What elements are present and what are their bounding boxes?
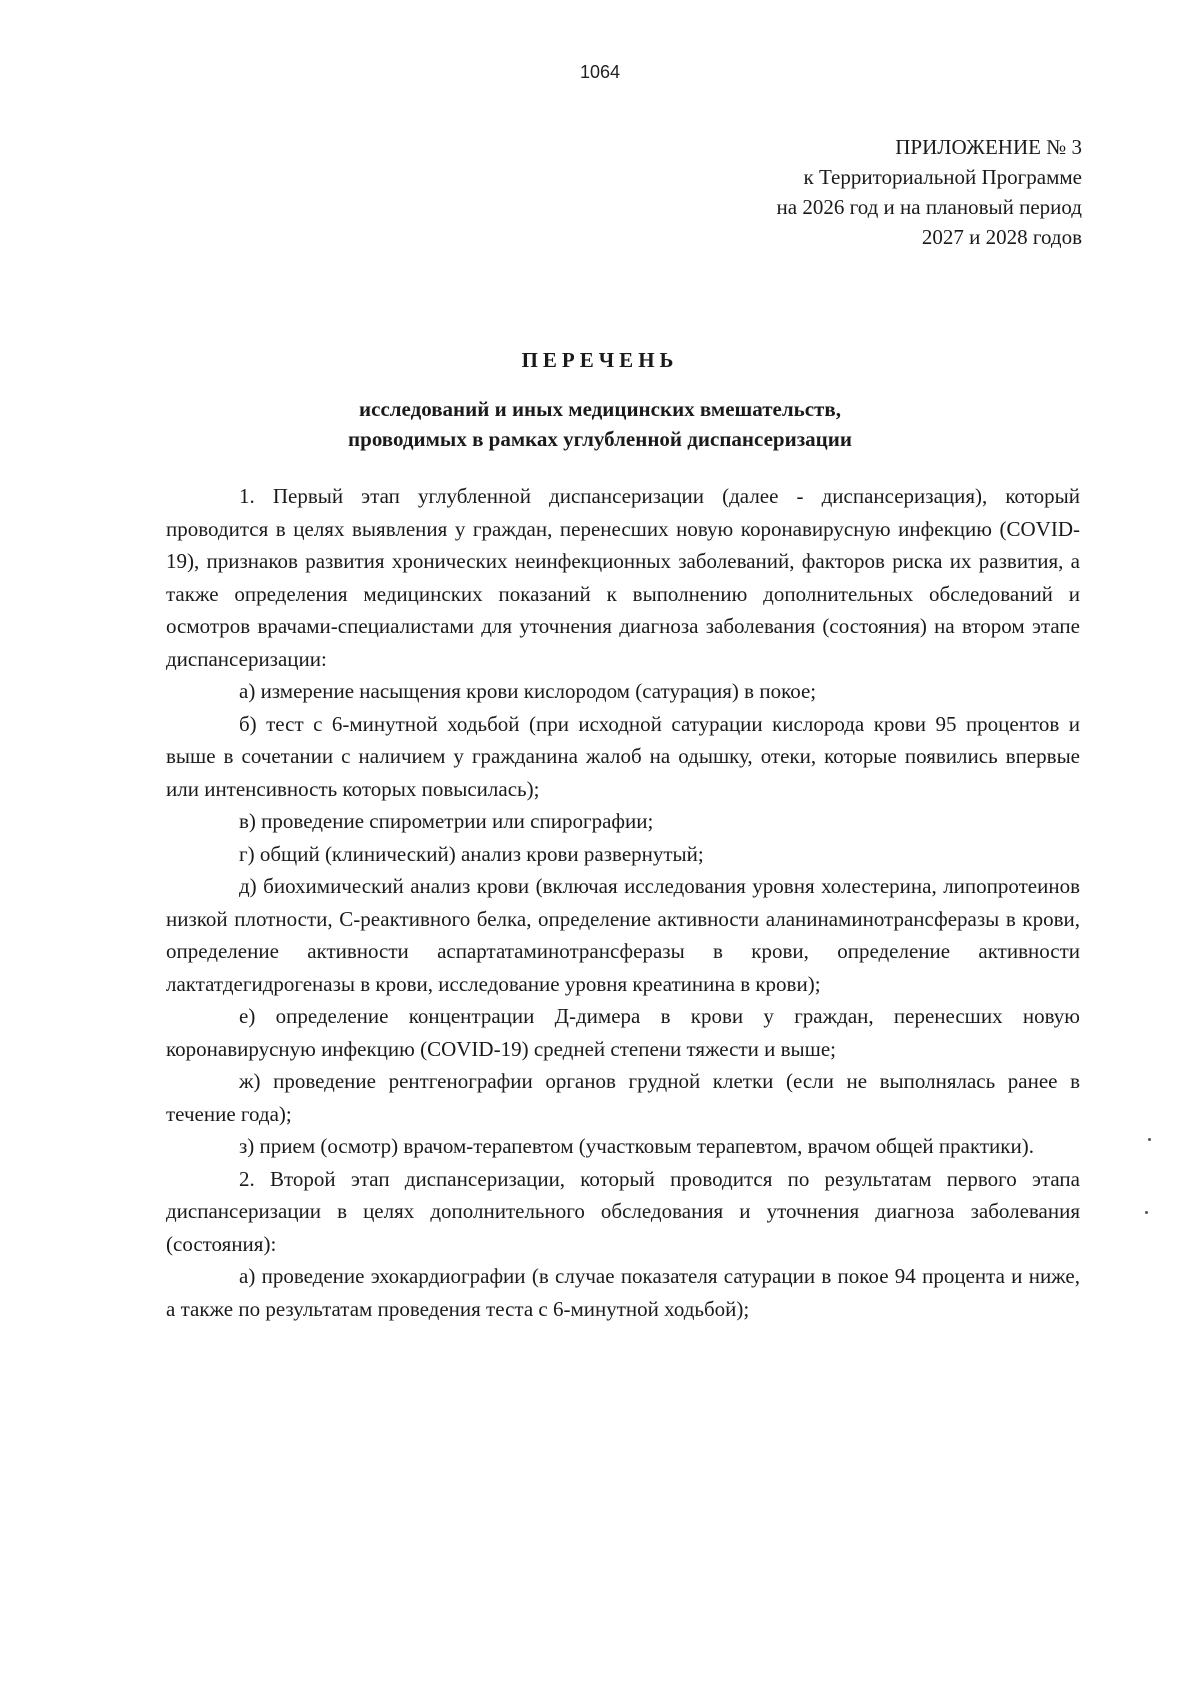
subtitle-line-2: проводимых в рамках углубленной диспансеризации xyxy=(348,427,852,451)
scan-speck xyxy=(1145,1211,1148,1214)
item-1e: е) определение концентрации Д-димера в крови у граждан, перенесших новую коронавирусную инфекцию (COVID-19) средней степени тяжести и выше; xyxy=(166,1004,1080,1061)
item-1b: б) тест с 6-минутной ходьбой (при исходной сатурации кислорода крови 95 процентов и выше в сочетании с наличием у гражданина жалоб на одышку, отеки, которые появились впервые или интенсивность которых повысилась); xyxy=(166,711,1080,801)
item-1a: а) измерение насыщения крови кислородом (сатурация) в покое; xyxy=(239,679,817,703)
appendix-period: на 2026 год и на плановый период xyxy=(776,195,1082,219)
item-1g: г) общий (клинический) анализ крови развернутый; xyxy=(239,841,704,866)
appendix-header xyxy=(777,132,1082,252)
page-number: 1064 xyxy=(579,62,621,82)
paragraph-stage-1: 1. Первый этап углубленной диспансеризации (далее - диспансеризация), который проводится в целях выявления у граждан, перенесших новую коронавирусную инфекцию (COVID-19), признаков развития хронических неинфекционных заболеваний, факторов риска их развития, а также определения медицинских показаний к выполнению дополнительных обследований и осмотров врачами-специалистами для уточнения диагноза заболевания (состояния) на втором этапе диспансеризации: xyxy=(166,484,1080,671)
document-title: ПЕРЕЧЕНЬ xyxy=(521,348,679,372)
appendix-years: 2027 и 2028 годов xyxy=(921,225,1082,249)
document-subtitle xyxy=(0,394,1200,454)
document-body xyxy=(166,480,1080,1325)
item-1d: д) биохимический анализ крови (включая исследования уровня холестерина, липопротеинов низкой плотности, С-реактивного белка, определение активности аланинаминотрансферазы в крови, определение активности аспартатаминотрансферазы в крови, определение активности лактатдегидрогеназы в крови, исследование уровня креатинина в крови); xyxy=(166,874,1080,996)
appendix-number: ПРИЛОЖЕНИЕ № 3 xyxy=(895,135,1082,159)
item-1v: в) проведение спирометрии или спирографии; xyxy=(239,809,654,833)
item-1z: з) прием (осмотр) врачом-терапевтом (участковым терапевтом, врачом общей практики). xyxy=(239,1134,1034,1158)
subtitle-line-1: исследований и иных медицинских вмешательств, xyxy=(359,397,841,421)
scan-speck xyxy=(1148,1138,1151,1141)
appendix-program: к Территориальной Программе xyxy=(803,165,1082,189)
item-2a: а) проведение эхокардиографии (в случае показателя сатурации в покое 94 процента и ниже, а также по результатам проведения теста с 6-минутной ходьбой); xyxy=(166,1264,1080,1321)
paragraph-stage-2: 2. Второй этап диспансеризации, который проводится по результатам первого этапа диспансеризации в целях дополнительного обследования и уточнения диагноза заболевания (состояния): xyxy=(166,1166,1080,1256)
item-1zh: ж) проведение рентгенографии органов грудной клетки (если не выполнялась ранее в течение года); xyxy=(166,1069,1080,1126)
